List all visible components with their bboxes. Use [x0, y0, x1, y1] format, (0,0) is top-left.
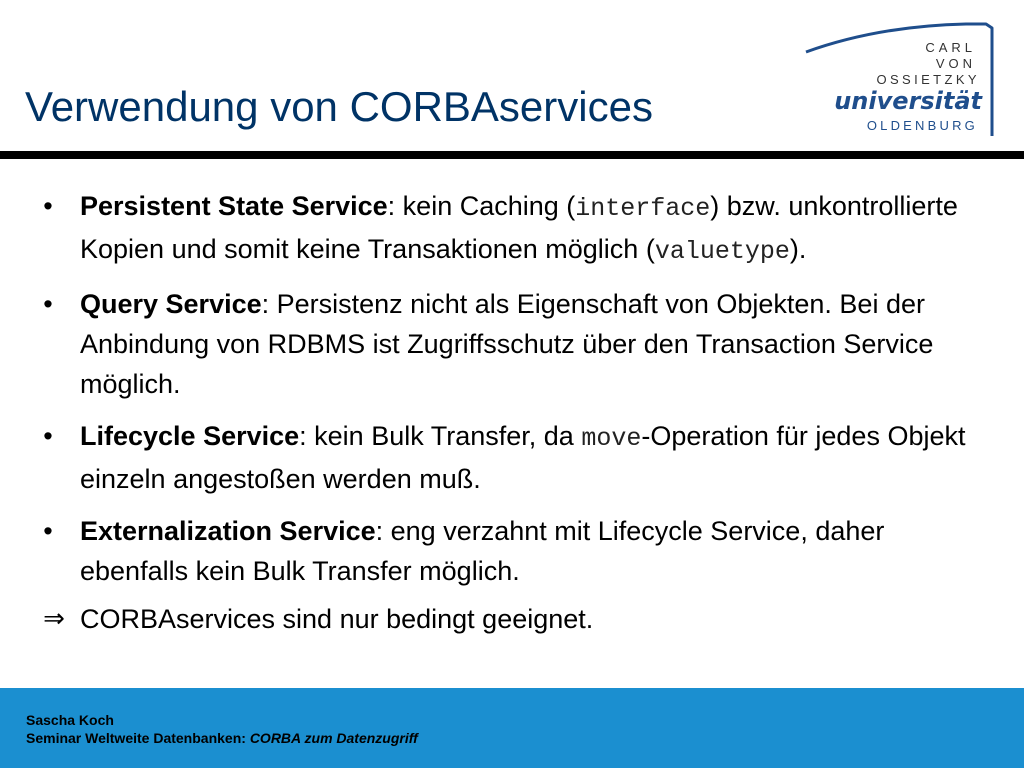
bullet-query-service [34, 284, 994, 404]
footer-seminar [26, 729, 418, 747]
bullet-text: : eng verzahnt mit Lifecycle Service, daher ebenfalls kein Bulk Transfer möglich. [80, 516, 885, 586]
slide-title: Verwendung von CORBAservices [25, 83, 653, 130]
logo-line-universitaet: universität [834, 87, 982, 115]
logo-line-carl: CARL [925, 40, 976, 55]
university-logo [798, 18, 998, 146]
footer-seminar-prefix: Seminar Weltweite Datenbanken: [26, 730, 250, 746]
bullet-dot-icon: • [43, 191, 53, 221]
conclusion [34, 599, 994, 639]
implies-arrow-icon: ⇒ [43, 604, 65, 634]
bullet-text: -Operation für jedes Objekt einzeln angestoßen werden muß. [80, 421, 966, 494]
bullet-term: Externalization Service [80, 516, 376, 546]
bullet-text: : kein Caching ( [387, 191, 576, 221]
code-term: valuetype [654, 237, 790, 266]
bullet-dot-icon: • [43, 516, 53, 546]
conclusion-text: CORBAservices sind nur bedingt geeignet. [80, 604, 594, 634]
bullet-text: : kein Bulk Transfer, da [299, 421, 582, 451]
footer-bar [0, 688, 1024, 768]
footer-text [26, 711, 418, 747]
code-term: move [581, 424, 642, 453]
bullet-text: ). [789, 234, 807, 264]
bullet-term: Query Service [80, 289, 262, 319]
code-term: interface [575, 194, 711, 223]
bullet-externalization-service [34, 511, 994, 591]
bullet-text: ) bzw. unkontrollierte Kopien und somit keine Transaktionen möglich ( [80, 191, 958, 264]
logo-graphic [798, 18, 998, 146]
bullet-lifecycle-service [34, 416, 994, 499]
bullet-term: Persistent State Service [80, 191, 388, 221]
logo-line-von: VON [935, 56, 976, 71]
logo-line-ossietzky: OSSIETZKY [876, 72, 980, 87]
bullet-text: : Persistenz nicht als Eigenschaft von Objekten. Bei der Anbindung von RDBMS ist Zugriffsschutz über den Transaction Service möglich. [80, 289, 934, 399]
logo-line-oldenburg: OLDENBURG [866, 118, 978, 133]
bullet-term: Lifecycle Service [80, 421, 300, 451]
slide-content [34, 186, 994, 639]
bullet-dot-icon: • [43, 421, 53, 451]
footer-seminar-topic: CORBA zum Datenzugriff [249, 730, 418, 746]
footer-author: Sascha Koch [26, 712, 114, 728]
title-divider [0, 151, 1024, 159]
bullet-dot-icon: • [43, 289, 53, 319]
bullet-persistent-state-service [34, 186, 994, 272]
bullet-list [34, 186, 994, 591]
